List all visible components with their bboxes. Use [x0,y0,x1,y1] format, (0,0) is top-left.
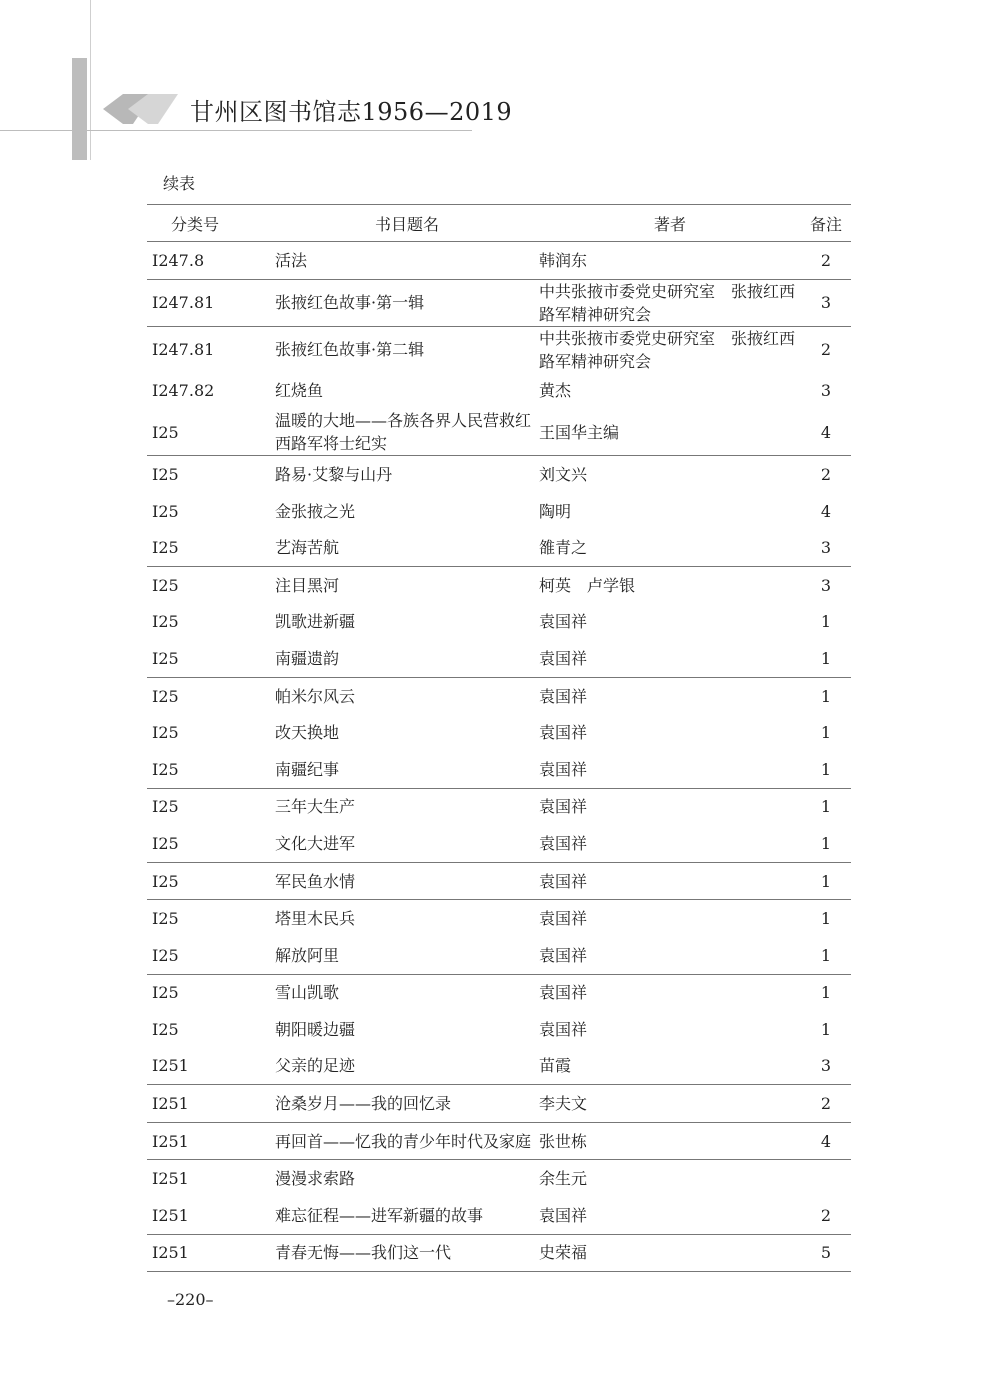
table-row [147,714,851,751]
cell-note: 4 [820,422,832,442]
cell-author: 袁国祥 [539,612,588,632]
table-row [147,1085,851,1123]
cell-code: I247.8 [147,242,275,280]
table-row [147,1048,851,1085]
cell-code: I25 [147,862,275,900]
cell-note [801,1160,851,1197]
cell-author: 张世栋 [539,1122,801,1160]
table-row [147,279,851,326]
cell-author: 史荣福 [539,1234,801,1272]
cell-code: I25 [152,501,179,521]
cell-author: 王国华主编 [539,422,620,442]
cell-note: 3 [801,279,851,326]
cell-author: 余生元 [539,1160,801,1197]
table-row [147,974,851,1011]
cell-note: 1 [820,612,832,632]
cell-title: 塔里木民兵 [275,900,539,937]
cell-author: 雒青之 [539,538,588,558]
header-author: 著者 [539,205,801,242]
header-code: 分类号 [147,205,275,242]
cell-note: 2 [801,1085,851,1123]
cell-title: 凯歌进新疆 [275,612,356,632]
cell-title: 南疆纪事 [275,759,340,779]
table-body [147,242,851,1272]
table-row [147,529,851,566]
cell-code: I247.81 [147,279,275,326]
table-row [147,604,851,641]
cell-code: I251 [152,1205,189,1225]
table-row [147,1011,851,1048]
cell-code: I25 [147,788,275,825]
table-row [147,1234,851,1272]
cell-note: 2 [801,456,851,493]
cell-title: 注目黑河 [275,566,539,603]
cell-note: 3 [820,381,832,401]
cell-title: 红烧鱼 [275,381,324,401]
cell-title: 三年大生产 [275,788,539,825]
cell-author: 李夫文 [539,1085,801,1123]
cell-note: 4 [801,1122,851,1160]
cell-code: I25 [152,538,179,558]
table-row [147,677,851,714]
margin-rule [90,0,91,160]
cell-author: 柯英 卢学银 [539,566,801,603]
cell-note: 3 [820,538,832,558]
cell-author: 袁国祥 [539,1019,588,1039]
page-number: –220– [167,1290,214,1309]
table-row [147,409,851,456]
cell-code: I251 [147,1160,275,1197]
cell-code: I25 [152,759,179,779]
table-row [147,825,851,862]
cell-note: 1 [820,723,832,743]
table-row [147,456,851,493]
cell-title: 改天换地 [275,723,340,743]
cell-note: 1 [801,677,851,714]
cell-note: 1 [801,900,851,937]
table-continued-label: 续表 [163,174,196,193]
cell-title: 解放阿里 [275,945,340,965]
cell-author: 袁国祥 [539,833,588,853]
cell-note: 1 [820,648,832,668]
cell-note: 1 [801,974,851,1011]
cell-note: 2 [820,1205,832,1225]
cell-author: 袁国祥 [539,723,588,743]
table-row [147,900,851,937]
cell-note: 1 [820,945,832,965]
cell-note: 3 [820,1056,832,1076]
header-note: 备注 [801,205,851,242]
table-row [147,751,851,788]
cell-title: 朝阳暖边疆 [275,1019,356,1039]
cell-title: 南疆遗韵 [275,648,340,668]
cell-title: 漫漫求索路 [275,1160,539,1197]
cell-code: I247.81 [147,326,275,373]
diamond-ornament-icon [128,94,178,124]
cell-code: I25 [147,974,275,1011]
table-row [147,640,851,677]
cell-code: I25 [152,723,179,743]
table-row [147,1122,851,1160]
table-row [147,1197,851,1234]
cell-title: 沧桑岁月——我的回忆录 [275,1085,539,1123]
table-row [147,326,851,373]
cell-title: 难忘征程——进军新疆的故事 [275,1205,484,1225]
table-row [147,373,851,410]
cell-author: 袁国祥 [539,862,801,900]
cell-note: 4 [820,501,832,521]
cell-title: 雪山凯歌 [275,974,539,1011]
page-title: 甘州区图书馆志1956—2019 [190,98,513,126]
cell-title: 帕米尔风云 [275,677,539,714]
cell-title: 文化大进军 [275,833,356,853]
cell-code: I25 [152,612,179,632]
cell-title: 金张掖之光 [275,501,356,521]
cell-author: 袁国祥 [539,974,801,1011]
cell-code: I25 [147,566,275,603]
cell-title: 张掖红色故事·第二辑 [275,326,539,373]
cell-title: 青春无悔——我们这一代 [275,1234,539,1272]
table-row [147,862,851,900]
cell-note: 3 [801,566,851,603]
cell-title: 路易·艾黎与山丹 [275,456,539,493]
cell-author: 刘文兴 [539,456,801,493]
cell-note: 2 [801,326,851,373]
cell-code: I25 [152,833,179,853]
cell-author: 陶明 [539,501,572,521]
cell-author: 袁国祥 [539,1205,588,1225]
cell-author: 袁国祥 [539,677,801,714]
cell-code: I25 [152,648,179,668]
cell-code: I247.82 [152,381,215,401]
cell-title: 再回首——忆我的青少年时代及家庭 [275,1122,539,1160]
cell-code: I25 [147,677,275,714]
cell-code: I25 [152,422,179,442]
table-header-row [147,205,851,242]
cell-code: I251 [152,1056,189,1076]
table-row [147,1160,851,1197]
table-row [147,566,851,603]
cell-note: 1 [820,833,832,853]
cell-note: 1 [820,1019,832,1039]
cell-note: 1 [801,862,851,900]
header-rule [0,130,472,131]
cell-author: 袁国祥 [539,788,801,825]
cell-code: I25 [152,945,179,965]
cell-author: 中共张掖市委党史研究室 张掖红西路军精神研究会 [539,279,801,326]
cell-note: 1 [801,788,851,825]
cell-note: 2 [801,242,851,280]
cell-code: I25 [147,900,275,937]
cell-title: 活法 [275,242,539,280]
cell-title: 艺海苦航 [275,538,340,558]
cell-code: I25 [147,456,275,493]
cell-code: I251 [147,1234,275,1272]
table-row [147,242,851,280]
table-row [147,493,851,530]
book-table [147,204,851,1272]
cell-title: 张掖红色故事·第一辑 [275,279,539,326]
cell-author: 韩润东 [539,242,801,280]
cell-author: 袁国祥 [539,945,588,965]
cell-title: 温暖的大地——各族各界人民营救红西路军将士纪实 [275,411,532,454]
cell-code: I251 [147,1122,275,1160]
cell-author: 黄杰 [539,381,572,401]
table-row [147,788,851,825]
cell-author: 苗霞 [539,1056,572,1076]
table-row [147,937,851,974]
side-bar-decoration [72,58,87,160]
cell-author: 袁国祥 [539,900,801,937]
cell-author: 袁国祥 [539,648,588,668]
cell-title: 父亲的足迹 [275,1056,356,1076]
header-title: 书目题名 [275,205,539,242]
cell-code: I251 [147,1085,275,1123]
cell-note: 1 [820,759,832,779]
cell-code: I25 [152,1019,179,1039]
cell-author: 中共张掖市委党史研究室 张掖红西路军精神研究会 [539,326,801,373]
cell-title: 军民鱼水情 [275,862,539,900]
cell-note: 5 [801,1234,851,1272]
cell-author: 袁国祥 [539,759,588,779]
